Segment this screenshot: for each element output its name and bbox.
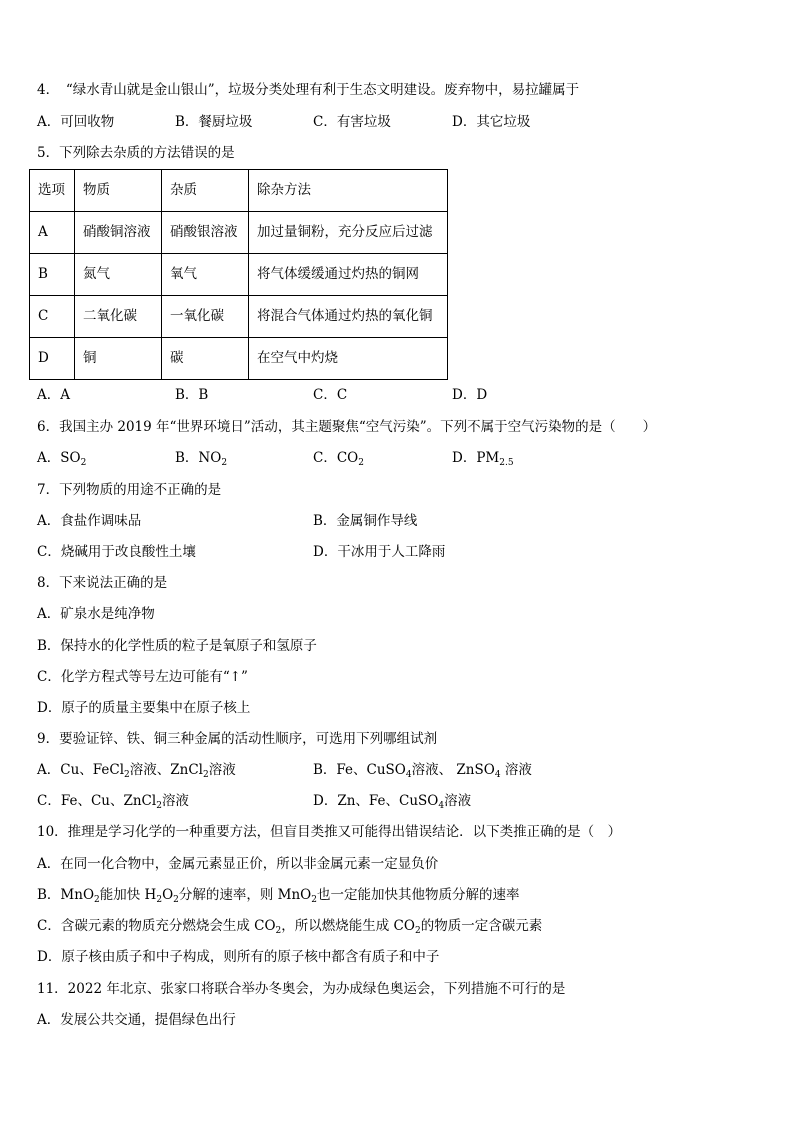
option-text: 分解的速率，则 MnO [178, 887, 312, 903]
subscript: 2 [124, 770, 130, 780]
option-text: D．Zn、Fe、CuSO [313, 793, 439, 809]
option-text: 的物质一定含碳元素 [420, 918, 543, 934]
q4-option-a[interactable]: A．可回收物 [37, 114, 115, 130]
q6-option-b[interactable] [175, 452, 227, 466]
table-cell: 在空气中灼烧 [249, 338, 448, 380]
table-row [30, 254, 448, 296]
subscript: 2 [173, 895, 179, 905]
table-header-cell: 物质 [75, 170, 162, 212]
q7-option-d[interactable]: D．干冰用于人工降雨 [313, 544, 446, 560]
subscript: 4 [405, 770, 412, 780]
q10-option-a[interactable]: A．在同一化合物中，金属元素显正价，所以非金属元素一定显负价 [37, 856, 439, 872]
table-header-cell: 杂质 [162, 170, 249, 212]
table-row [30, 338, 448, 380]
q5-option-d[interactable]: D．D [452, 387, 488, 403]
table-cell: 加过量铜粉，充分反应后过滤 [249, 212, 448, 254]
subscript: 2 [156, 895, 163, 905]
question-6-stem: 6．我国主办 2019 年“世界环境日”活动，其主题聚焦“空气污染”。下列不属于空气污染物的是（ ） [37, 419, 657, 435]
table-cell: 二氧化碳 [75, 296, 162, 338]
subscript: 2 [156, 801, 162, 811]
table-cell: 硝酸铜溶液 [75, 212, 162, 254]
question-5-stem: 5．下列除去杂质的方法错误的是 [37, 145, 235, 161]
table-cell: A [30, 212, 75, 254]
option-text: 溶液 [161, 793, 189, 809]
table-cell: 将混合气体通过灼热的氧化铜 [249, 296, 448, 338]
subscript: 2 [221, 458, 228, 468]
option-text: B．Fe、CuSO [313, 762, 406, 778]
q10-option-c[interactable] [37, 920, 542, 934]
option-text: A．Cu、FeCl [37, 762, 125, 778]
option-text: ，所以燃烧能生成 CO [281, 918, 415, 934]
table-cell: 一氧化碳 [162, 296, 249, 338]
q9-option-a[interactable] [37, 764, 236, 778]
q9-option-c[interactable] [37, 795, 189, 809]
subscript: 2 [358, 458, 364, 468]
table-header-cell: 除杂方法 [249, 170, 448, 212]
table-cell: 氮气 [75, 254, 162, 296]
option-text: C．CO [313, 450, 359, 466]
question-4-stem: 4． “绿水青山就是金山银山”，垃圾分类处理有利于生态文明建设。废弃物中，易拉罐属于 [37, 82, 580, 98]
q4-option-d[interactable]: D．其它垃圾 [452, 114, 531, 130]
q4-option-c[interactable]: C．有害垃圾 [313, 114, 391, 130]
option-text: 也一定能加快其他物质分解的速率 [317, 887, 520, 903]
q8-option-d[interactable]: D．原子的质量主要集中在原子核上 [37, 700, 251, 716]
option-text: B．MnO [37, 887, 95, 903]
q9-option-b[interactable] [313, 764, 532, 778]
subscript: 2.5 [499, 458, 514, 468]
table-header-cell: 选项 [30, 170, 75, 212]
q7-option-b[interactable]: B．金属铜作导线 [313, 513, 418, 529]
q8-option-c[interactable]: C．化学方程式等号左边可能有“↑” [37, 669, 248, 685]
option-text: C．含碳元素的物质充分燃烧会生成 CO [37, 918, 276, 934]
q6-option-d[interactable] [452, 452, 514, 466]
option-text: 溶液、 ZnSO [411, 762, 495, 778]
subscript: 2 [203, 770, 209, 780]
option-text: A．SO [37, 450, 81, 466]
table-cell: C [30, 296, 75, 338]
question-9-stem: 9．要验证锌、铁、铜三种金属的活动性顺序，可选用下列哪组试剂 [37, 731, 438, 747]
q4-option-b[interactable]: B．餐厨垃圾 [175, 114, 253, 130]
subscript: 2 [414, 926, 421, 936]
q7-option-c[interactable]: C．烧碱用于改良酸性土壤 [37, 544, 196, 560]
q10-option-b[interactable] [37, 889, 520, 903]
option-text: O [162, 887, 174, 903]
table-row [30, 296, 448, 338]
question-10-stem: 10．推理是学习化学的一种重要方法，但盲目类推又可能得出错误结论．以下类推正确的是（ ） [37, 824, 622, 840]
q6-option-a[interactable] [37, 452, 86, 466]
subscript: 2 [80, 458, 87, 468]
question-7-stem: 7．下列物质的用途不正确的是 [37, 482, 222, 498]
q9-option-d[interactable] [313, 795, 471, 809]
option-text: C．Fe、Cu、ZnCl [37, 793, 157, 809]
q5-option-c[interactable]: C．C [313, 387, 348, 403]
q5-option-b[interactable]: B．B [175, 387, 209, 403]
option-text: 溶液 [208, 762, 236, 778]
subscript: 2 [275, 926, 282, 936]
q10-option-d[interactable]: D．原子核由质子和中子构成，则所有的原子核中都含有质子和中子 [37, 949, 440, 965]
q8-option-a[interactable]: A．矿泉水是纯净物 [37, 606, 155, 622]
table-cell: 铜 [75, 338, 162, 380]
impurity-removal-table [29, 169, 448, 380]
subscript: 4 [438, 801, 445, 811]
table-header-row [30, 170, 448, 212]
option-text: 溶液 [500, 762, 532, 778]
q5-option-a[interactable]: A．A [37, 387, 70, 403]
table-cell: 碳 [162, 338, 249, 380]
option-text: 溶液 [444, 793, 472, 809]
question-11-stem: 11．2022 年北京、张家口将联合举办冬奥会，为办成绿色奥运会，下列措施不可行的是 [37, 981, 566, 997]
option-text: 能加快 H [99, 887, 157, 903]
q11-option-a[interactable]: A．发展公共交通，提倡绿色出行 [37, 1012, 236, 1028]
subscript: 4 [494, 770, 501, 780]
q6-option-c[interactable] [313, 452, 364, 466]
table-cell: 氧气 [162, 254, 249, 296]
question-8-stem: 8．下来说法正确的是 [37, 575, 168, 591]
table-cell: B [30, 254, 75, 296]
table-cell: 硝酸银溶液 [162, 212, 249, 254]
subscript: 2 [311, 895, 317, 905]
option-text: D．PM [452, 450, 500, 466]
option-text: B．NO [175, 450, 222, 466]
option-text: 溶液、ZnCl [129, 762, 204, 778]
table-cell: D [30, 338, 75, 380]
q8-option-b[interactable]: B．保持水的化学性质的粒子是氧原子和氢原子 [37, 638, 317, 654]
q7-option-a[interactable]: A．食盐作调味品 [37, 513, 142, 529]
table-row [30, 212, 448, 254]
table-cell: 将气体缓缓通过灼热的铜网 [249, 254, 448, 296]
subscript: 2 [94, 895, 100, 905]
